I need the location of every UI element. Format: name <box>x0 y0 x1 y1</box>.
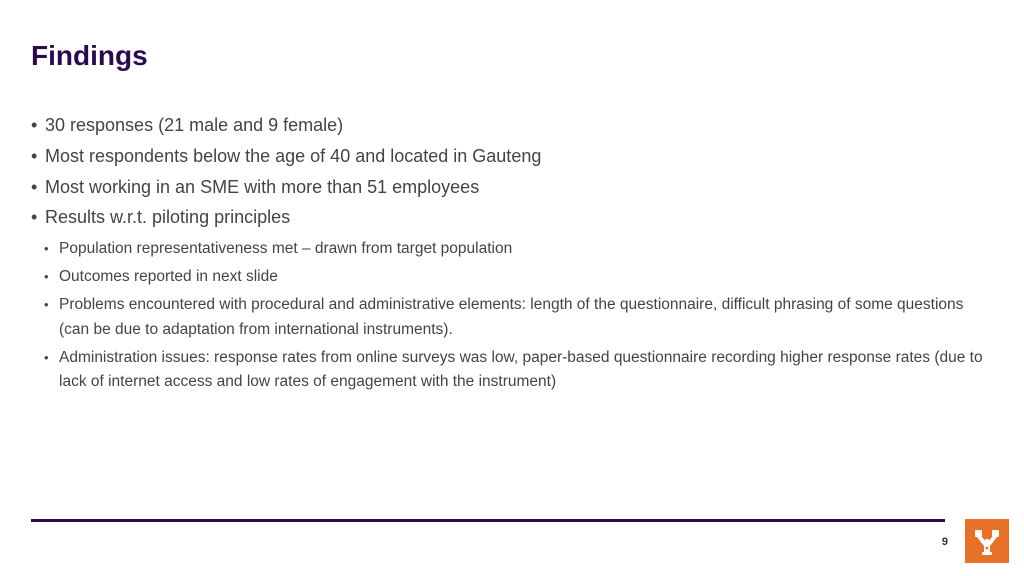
sub-bullet-item: • Problems encountered with procedural and administrative elements: length of the questionnaire, difficult phrasing of some questions (can be due to adaptation from international instruments). <box>44 293 991 342</box>
university-logo <box>965 519 1009 563</box>
bullet-item: • 30 responses (21 male and 9 female) <box>31 114 991 136</box>
sub-bullet-item: • Population representativeness met – drawn from target population <box>44 237 991 262</box>
sub-bullet-item: • Outcomes reported in next slide <box>44 265 991 290</box>
bullet-item: • Most working in an SME with more than 51 employees <box>31 176 991 198</box>
sub-bullet-item: • Administration issues: response rates from online surveys was low, paper-based questionnaire recording higher response rates (due to lack of internet access and low rates of engagement with the instrument) <box>44 346 991 395</box>
footer-divider <box>31 519 945 522</box>
bullet-list <box>31 114 991 398</box>
slide-title: Findings <box>31 40 148 71</box>
university-crest-icon <box>965 519 1009 563</box>
bullet-item: • Results w.r.t. piloting principles <box>31 206 991 228</box>
bullet-item: • Most respondents below the age of 40 and located in Gauteng <box>31 145 991 167</box>
page-number: 9 <box>941 536 948 548</box>
